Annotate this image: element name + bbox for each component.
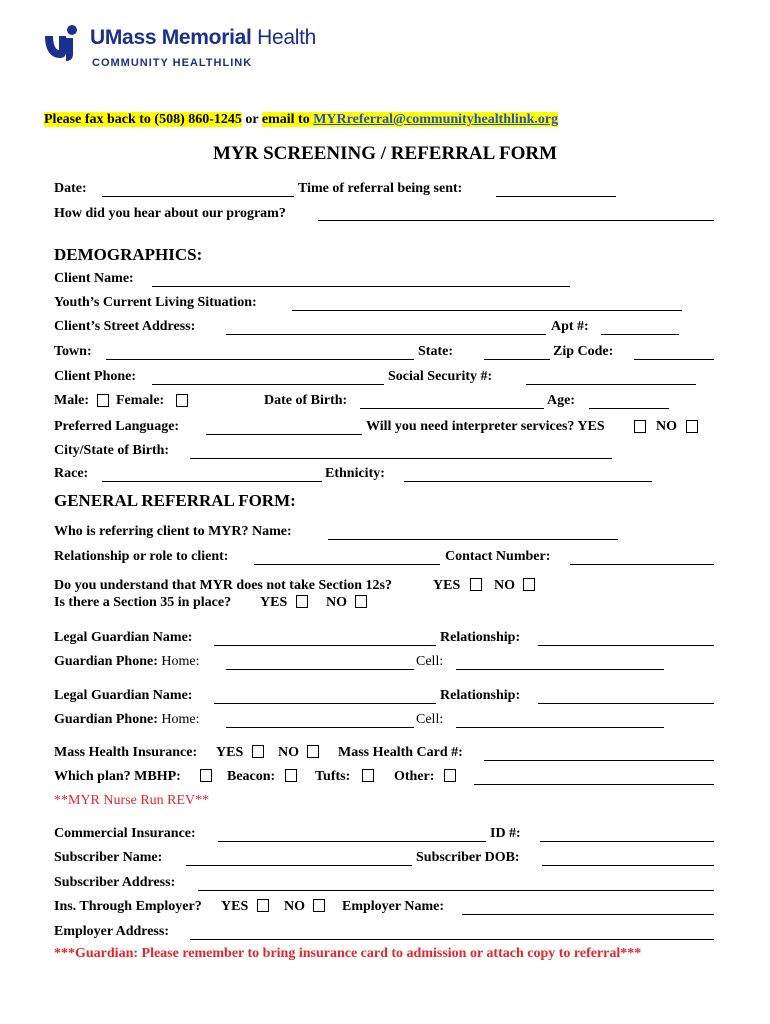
fax-number: Please fax back to (508) 860-1245 xyxy=(44,112,242,127)
hear-field[interactable] xyxy=(318,220,714,221)
guardian2-cell-label: Cell: xyxy=(416,712,444,727)
section35-yes-checkbox[interactable] xyxy=(296,595,308,608)
race-label: Race: xyxy=(54,466,89,481)
male-label: Male: xyxy=(54,393,89,408)
time-sent-field[interactable] xyxy=(496,196,616,197)
client-name-label: Client Name: xyxy=(54,271,134,286)
tufts-label: Tufts: xyxy=(315,769,351,784)
id-label: ID #: xyxy=(490,826,521,841)
masshealth-card-field[interactable] xyxy=(484,760,714,761)
general-referral-heading: GENERAL REFERRAL FORM: xyxy=(54,491,296,510)
town-field[interactable] xyxy=(106,359,414,360)
client-phone-label: Client Phone: xyxy=(54,369,137,384)
zip-field[interactable] xyxy=(634,359,714,360)
street-address-field[interactable] xyxy=(226,334,546,335)
masshealth-no-label: NO xyxy=(278,745,299,760)
dob-field[interactable] xyxy=(360,408,544,409)
masshealth-yes-label: YES xyxy=(216,745,244,760)
logo-subtitle: COMMUNITY HEALTHLINK xyxy=(92,57,253,69)
guardian2-name-label: Legal Guardian Name: xyxy=(54,688,193,703)
guardian2-name-field[interactable] xyxy=(214,703,436,704)
demographics-heading: DEMOGRAPHICS: xyxy=(54,245,203,264)
subscriber-name-field[interactable] xyxy=(186,865,412,866)
guardian2-phone-label: Guardian Phone: Home: xyxy=(54,712,200,727)
apt-field[interactable] xyxy=(601,334,679,335)
guardian1-relationship-field[interactable] xyxy=(538,645,714,646)
guardian2-relationship-label: Relationship: xyxy=(440,688,521,703)
id-field[interactable] xyxy=(540,841,714,842)
guardian1-home-field[interactable] xyxy=(226,669,414,670)
ssn-field[interactable] xyxy=(526,384,696,385)
fax-instructions: Please fax back to (508) 860-1245 or email to MYRreferral@communityhealthlink.org xyxy=(44,112,559,127)
interpreter-no-label: NO xyxy=(656,419,677,434)
guardian1-cell-field[interactable] xyxy=(456,669,664,670)
zip-label: Zip Code: xyxy=(553,344,614,359)
date-field[interactable] xyxy=(102,196,294,197)
ins-employer-no-checkbox[interactable] xyxy=(313,899,325,912)
masshealth-card-label: Mass Health Card #: xyxy=(338,745,463,760)
language-label: Preferred Language: xyxy=(54,419,180,434)
section12-yes-label: YES xyxy=(433,578,461,593)
beacon-label: Beacon: xyxy=(227,769,276,784)
interpreter-yes-checkbox[interactable] xyxy=(634,420,646,433)
contact-number-label: Contact Number: xyxy=(445,549,551,564)
ins-employer-yes-checkbox[interactable] xyxy=(257,899,269,912)
ins-employer-yes-label: YES xyxy=(221,899,249,914)
guardian1-relationship-label: Relationship: xyxy=(440,630,521,645)
page-title: MYR SCREENING / REFERRAL FORM xyxy=(212,143,558,164)
subscriber-dob-field[interactable] xyxy=(542,865,714,866)
ssn-label: Social Security #: xyxy=(388,369,493,384)
section12-question: Do you understand that MYR does not take Section 12s? xyxy=(54,578,392,593)
street-address-label: Client’s Street Address: xyxy=(54,319,196,334)
age-field[interactable] xyxy=(589,408,669,409)
female-label: Female: xyxy=(116,393,165,408)
city-birth-field[interactable] xyxy=(190,458,612,459)
employer-name-label: Employer Name: xyxy=(342,899,444,914)
subscriber-dob-label: Subscriber DOB: xyxy=(416,850,520,865)
town-label: Town: xyxy=(54,344,92,359)
other-checkbox[interactable] xyxy=(444,769,456,782)
employer-name-field[interactable] xyxy=(462,914,714,915)
logo-brand-text: UMass Memorial Health xyxy=(90,26,316,49)
relationship-role-field[interactable] xyxy=(254,564,440,565)
female-checkbox[interactable] xyxy=(176,394,188,407)
employer-address-label: Employer Address: xyxy=(54,924,169,939)
section35-yes-label: YES xyxy=(260,595,288,610)
subscriber-address-label: Subscriber Address: xyxy=(54,875,176,890)
age-label: Age: xyxy=(547,393,575,408)
subscriber-address-field[interactable] xyxy=(198,890,714,891)
living-situation-field[interactable] xyxy=(292,310,682,311)
other-label: Other: xyxy=(394,769,435,784)
language-field[interactable] xyxy=(206,434,362,435)
city-birth-label: City/State of Birth: xyxy=(54,443,170,458)
other-plan-field[interactable] xyxy=(474,784,714,785)
interpreter-label: Will you need interpreter services? YES xyxy=(366,419,605,434)
section12-no-checkbox[interactable] xyxy=(523,578,535,591)
masshealth-yes-checkbox[interactable] xyxy=(252,745,264,758)
male-checkbox[interactable] xyxy=(97,394,109,407)
guardian2-relationship-field[interactable] xyxy=(538,703,714,704)
guardian1-phone-label: Guardian Phone: Home: xyxy=(54,654,200,669)
guardian2-cell-field[interactable] xyxy=(456,727,664,728)
ethnicity-label: Ethnicity: xyxy=(325,466,385,481)
client-name-field[interactable] xyxy=(152,286,570,287)
masshealth-no-checkbox[interactable] xyxy=(307,745,319,758)
email-link[interactable]: MYRreferral@communityhealthlink.org xyxy=(313,112,559,127)
section12-no-label: NO xyxy=(494,578,515,593)
section35-no-label: NO xyxy=(326,595,347,610)
relationship-role-label: Relationship or role to client: xyxy=(54,549,229,564)
guardian1-name-label: Legal Guardian Name: xyxy=(54,630,193,645)
employer-address-field[interactable] xyxy=(190,939,714,940)
tufts-checkbox[interactable] xyxy=(362,769,374,782)
apt-label: Apt #: xyxy=(551,319,589,334)
commercial-insurance-label: Commercial Insurance: xyxy=(54,826,196,841)
ethnicity-field[interactable] xyxy=(404,481,652,482)
beacon-checkbox[interactable] xyxy=(285,769,297,782)
contact-number-field[interactable] xyxy=(570,564,714,565)
dob-label: Date of Birth: xyxy=(264,393,348,408)
guardian-reminder: ***Guardian: Please remember to bring insurance card to admission or attach copy to referral*** xyxy=(54,946,642,961)
section12-yes-checkbox[interactable] xyxy=(470,578,482,591)
masshealth-label: Mass Health Insurance: xyxy=(54,745,198,760)
state-label: State: xyxy=(418,344,453,359)
guardian1-name-field[interactable] xyxy=(214,645,436,646)
commercial-insurance-field[interactable] xyxy=(218,841,486,842)
mbhp-checkbox[interactable] xyxy=(200,769,212,782)
client-phone-field[interactable] xyxy=(152,384,384,385)
nurse-run-note: **MYR Nurse Run REV** xyxy=(54,793,210,808)
umass-logo-icon xyxy=(42,24,82,62)
hear-label: How did you hear about our program? xyxy=(54,206,286,221)
which-plan-label: Which plan? MBHP: xyxy=(54,769,181,784)
living-situation-label: Youth’s Current Living Situation: xyxy=(54,295,257,310)
email-label: email to MYRreferral@communityhealthlink.org xyxy=(261,112,559,127)
guardian2-home-field[interactable] xyxy=(226,727,414,728)
ins-employer-no-label: NO xyxy=(284,899,305,914)
referrer-name-field[interactable] xyxy=(328,539,618,540)
race-field[interactable] xyxy=(102,481,322,482)
interpreter-no-checkbox[interactable] xyxy=(686,420,698,433)
section35-no-checkbox[interactable] xyxy=(355,595,367,608)
time-sent-label: Time of referral being sent: xyxy=(298,181,463,196)
state-field[interactable] xyxy=(484,359,550,360)
ins-employer-label: Ins. Through Employer? xyxy=(54,899,202,914)
section35-question: Is there a Section 35 in place? xyxy=(54,595,232,610)
subscriber-name-label: Subscriber Name: xyxy=(54,850,163,865)
date-label: Date: xyxy=(54,181,87,196)
referrer-name-label: Who is referring client to MYR? Name: xyxy=(54,524,292,539)
guardian1-cell-label: Cell: xyxy=(416,654,444,669)
